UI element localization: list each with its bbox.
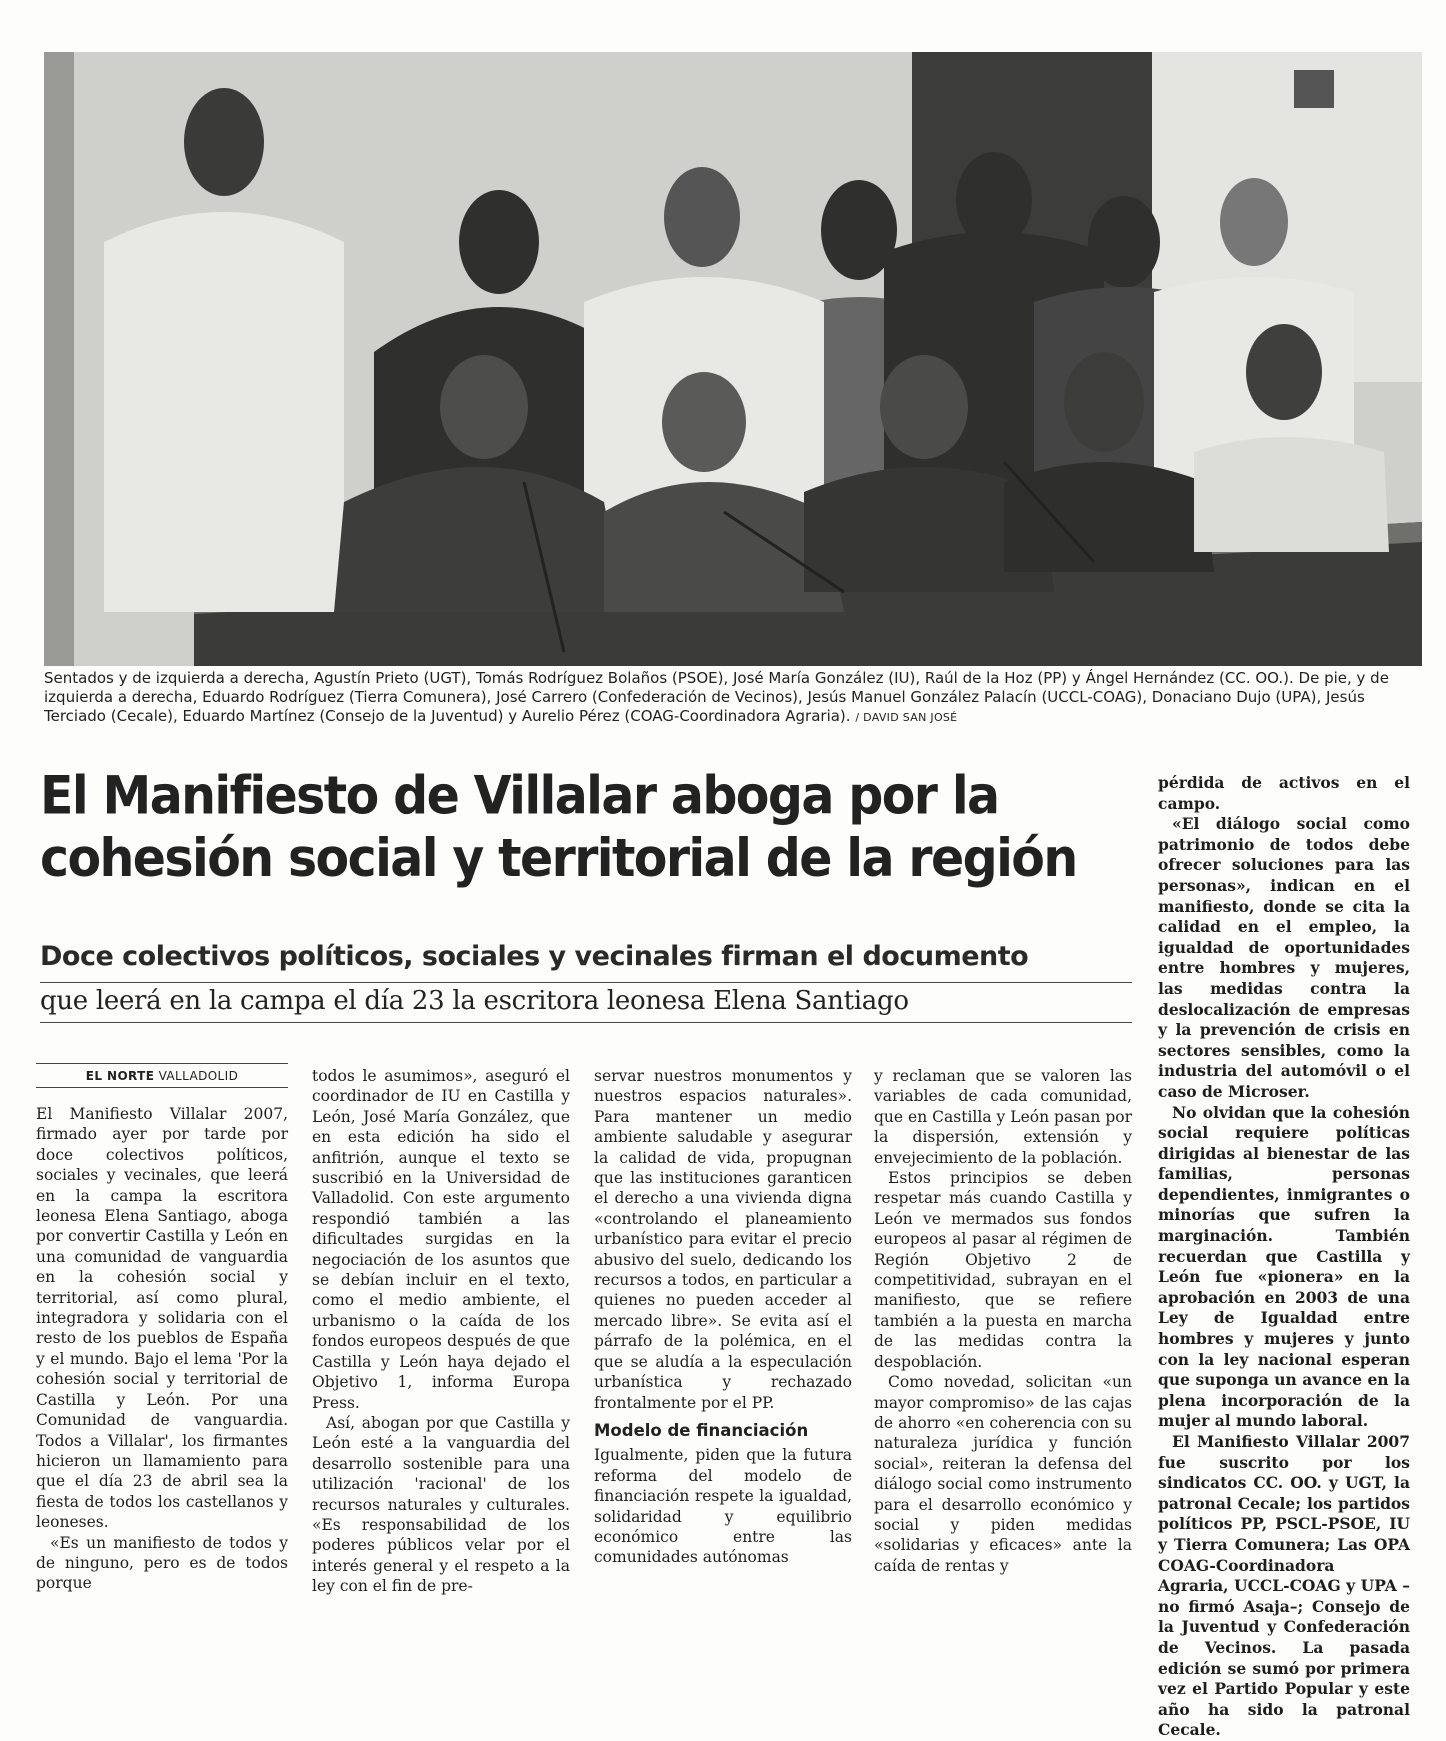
article-paragraph: todos le asumimos», aseguró el coordinador de IU en Castilla y León, José María González, que en esta edición ha sido el anfitrión, aunque el texto se suscribió en la Universidad de Valladolid. Con este argumento respondió también a las dificultades surgidas en la negociación de los asuntos que se debían incluir en el texto, como el medio ambiente, el urbanismo o la caída de los fondos europeos después de que Castilla y León haya dejado el Objetivo 1, informa Europa Press.: [312, 1067, 570, 1412]
byline-top-rule: [36, 1063, 288, 1064]
article-paragraph: y reclaman que se valoren las variables de cada comunidad, que en Castilla y León pasan por la dispersión, extensión y envejecimiento de la población.: [874, 1067, 1132, 1167]
article-paragraph: Así, abogan por que Castilla y León esté a la vanguardia del desarrollo sostenible para una utilización 'racional' de los recursos naturales y culturales. «Es responsabilidad de los poderes públicos velar por el interés general y el respeto a la ley con el fin de pre-: [312, 1413, 570, 1596]
article-paragraph: No olvidan que la cohesión social requiere políticas dirigidas al bienestar de las familias, personas dependientes, inmigrantes o minorías que sufren la marginación. También recuerdan que Castilla y León fue «pionera» en la aprobación en 2003 de una Ley de Igualdad entre hombres y mujeres y junto con la ley nacional esperan que suponga un avance en la plena incorporación de la mujer al mundo laboral.: [1158, 1102, 1410, 1431]
article-column-2: [312, 1066, 570, 1597]
article-column-3: [594, 1066, 852, 1568]
article-paragraph: Igualmente, piden que la futura reforma del modelo de financiación respete la igualdad, solidaridad y equilibrio económico entre las comunidades autónomas: [594, 1446, 852, 1567]
article-paragraph: servar nuestros monumentos y nuestros espacios naturales». Para mantener un medio ambiente saludable y asegurar la calidad de vida, propugnan que las instituciones garanticen el derecho a una vivienda digna «controlando el planeamiento urbanístico para evitar el precio abusivo del suelo, dedicando los recursos a todos, en particular a quienes no pueden acceder al mercado libre». Se evita así el párrafo de la polémica, en el que se aludía a la especulación urbanística y rechazado frontalmente por el PP.: [594, 1067, 852, 1412]
byline: [36, 1065, 288, 1087]
photo-credit: / DAVID SAN JOSÉ: [855, 711, 958, 724]
article-paragraph: El Manifiesto Villalar 2007, firmado ayer por tarde por doce colectivos políticos, sociales y vecinales, que leerá en la campa la escritora leonesa Elena Santiago, aboga por convertir Castilla y León en una comunidad de vanguardia en la cohesión social y territorial, así como plural, integradora y solidaria con el resto de los pueblos de España y el mundo. Bajo el lema 'Por la cohesión social y territorial de Castilla y León. Por una Comunidad de vanguardia. Todos a Villalar', los firmantes hicieron un llamamiento para que el día 23 de abril sea la fiesta de todos los castellanos y leoneses.: [36, 1105, 288, 1532]
byline-bottom-rule: [36, 1087, 288, 1088]
byline-city: VALLADOLID: [158, 1069, 239, 1083]
article-paragraph: pérdida de activos en el campo.: [1158, 773, 1410, 813]
caption-text: Sentados y de izquierda a derecha, Agustín Prieto (UGT), Tomás Rodríguez Bolaños (PSOE), José María González (IU), Raúl de la Hoz (PP) y Ángel Hernández (CC. OO.). De pie, y de izquierda a derecha, Eduardo Rodríguez (Tierra Comunera), José Carrero (Confederación de Vecinos), Jesús Manuel González Palacín (UCCL-COAG), Donaciano Dujo (UPA), Jesús Terciado (Cecale), Eduardo Martínez (Consejo de la Juventud) y Aurelio Pérez (COAG-Coordinadora Agraria).: [44, 669, 1389, 725]
article-column-1: [36, 1104, 288, 1594]
article-paragraph: Como novedad, solicitan «un mayor compromiso» de las cajas de ahorro «en coherencia con su naturaleza jurídica y función social», reiteran la defensa del diálogo social como instrumento para el desarrollo económico y social y piden medidas «solidarias y eficaces» ante la caída de rentas y: [874, 1373, 1132, 1575]
group-photo-illustration: [44, 52, 1422, 666]
article-column-4: [874, 1066, 1132, 1576]
subheadline-line-1: Doce colectivos políticos, sociales y vecinales firman el documento: [40, 941, 1029, 972]
article-paragraph: «Es un manifiesto de todos y de ninguno, pero es de todos porque: [36, 1533, 288, 1593]
byline-outlet: EL NORTE: [85, 1069, 155, 1083]
subheadline-line-2: que leerá en la campa el día 23 la escritora leonesa Elena Santiago: [40, 986, 909, 1016]
headline-line-1: El Manifiesto de Villalar aboga por la: [40, 765, 999, 827]
subheadline-divider: [40, 982, 1132, 983]
photo-caption: [44, 669, 1424, 727]
headline: [40, 765, 1150, 890]
headline-line-2: cohesión social y territorial de la región: [40, 827, 1077, 890]
article-paragraph: «El diálogo social como patrimonio de todos debe ofrecer soluciones para las personas», indican en el manifiesto, donde se cita la calidad en el empleo, la igualdad de oportunidades entre hombres y mujeres, las medidas contra la deslocalización de empresas y la prevención de crisis en sectores sensibles, como la industria del automóvil o el caso de Microser.: [1158, 814, 1410, 1101]
section-subhead: Modelo de financiación: [594, 1420, 809, 1440]
group-photo: [44, 52, 1422, 666]
article-column-5: [1158, 773, 1410, 1741]
article-paragraph: Estos principios se deben respetar más cuando Castilla y León ve mermados sus fondos europeos al pasar al régimen de Región Objetivo 2 de competitividad, subrayan en el manifiesto, que se refiere también a la puesta en marcha de las medidas contra la despoblación.: [874, 1169, 1132, 1371]
subheadline-bottom-rule: [40, 1022, 1132, 1023]
article-paragraph: El Manifiesto Villalar 2007 fue suscrito por los sindicatos CC. OO. y UGT, la patronal Cecale; los partidos políticos PP, PSCL-PSOE, IU y Tierra Comunera; Las OPA COAG-Coordinadora Agraria, UCCL-COAG y UPA –no firmó Asaja–; Consejo de la Juventud y Confederación de Vecinos. La pasada edición se sumó por primera vez el Partido Popular y este año ha sido la patronal Cecale.: [1158, 1432, 1410, 1740]
